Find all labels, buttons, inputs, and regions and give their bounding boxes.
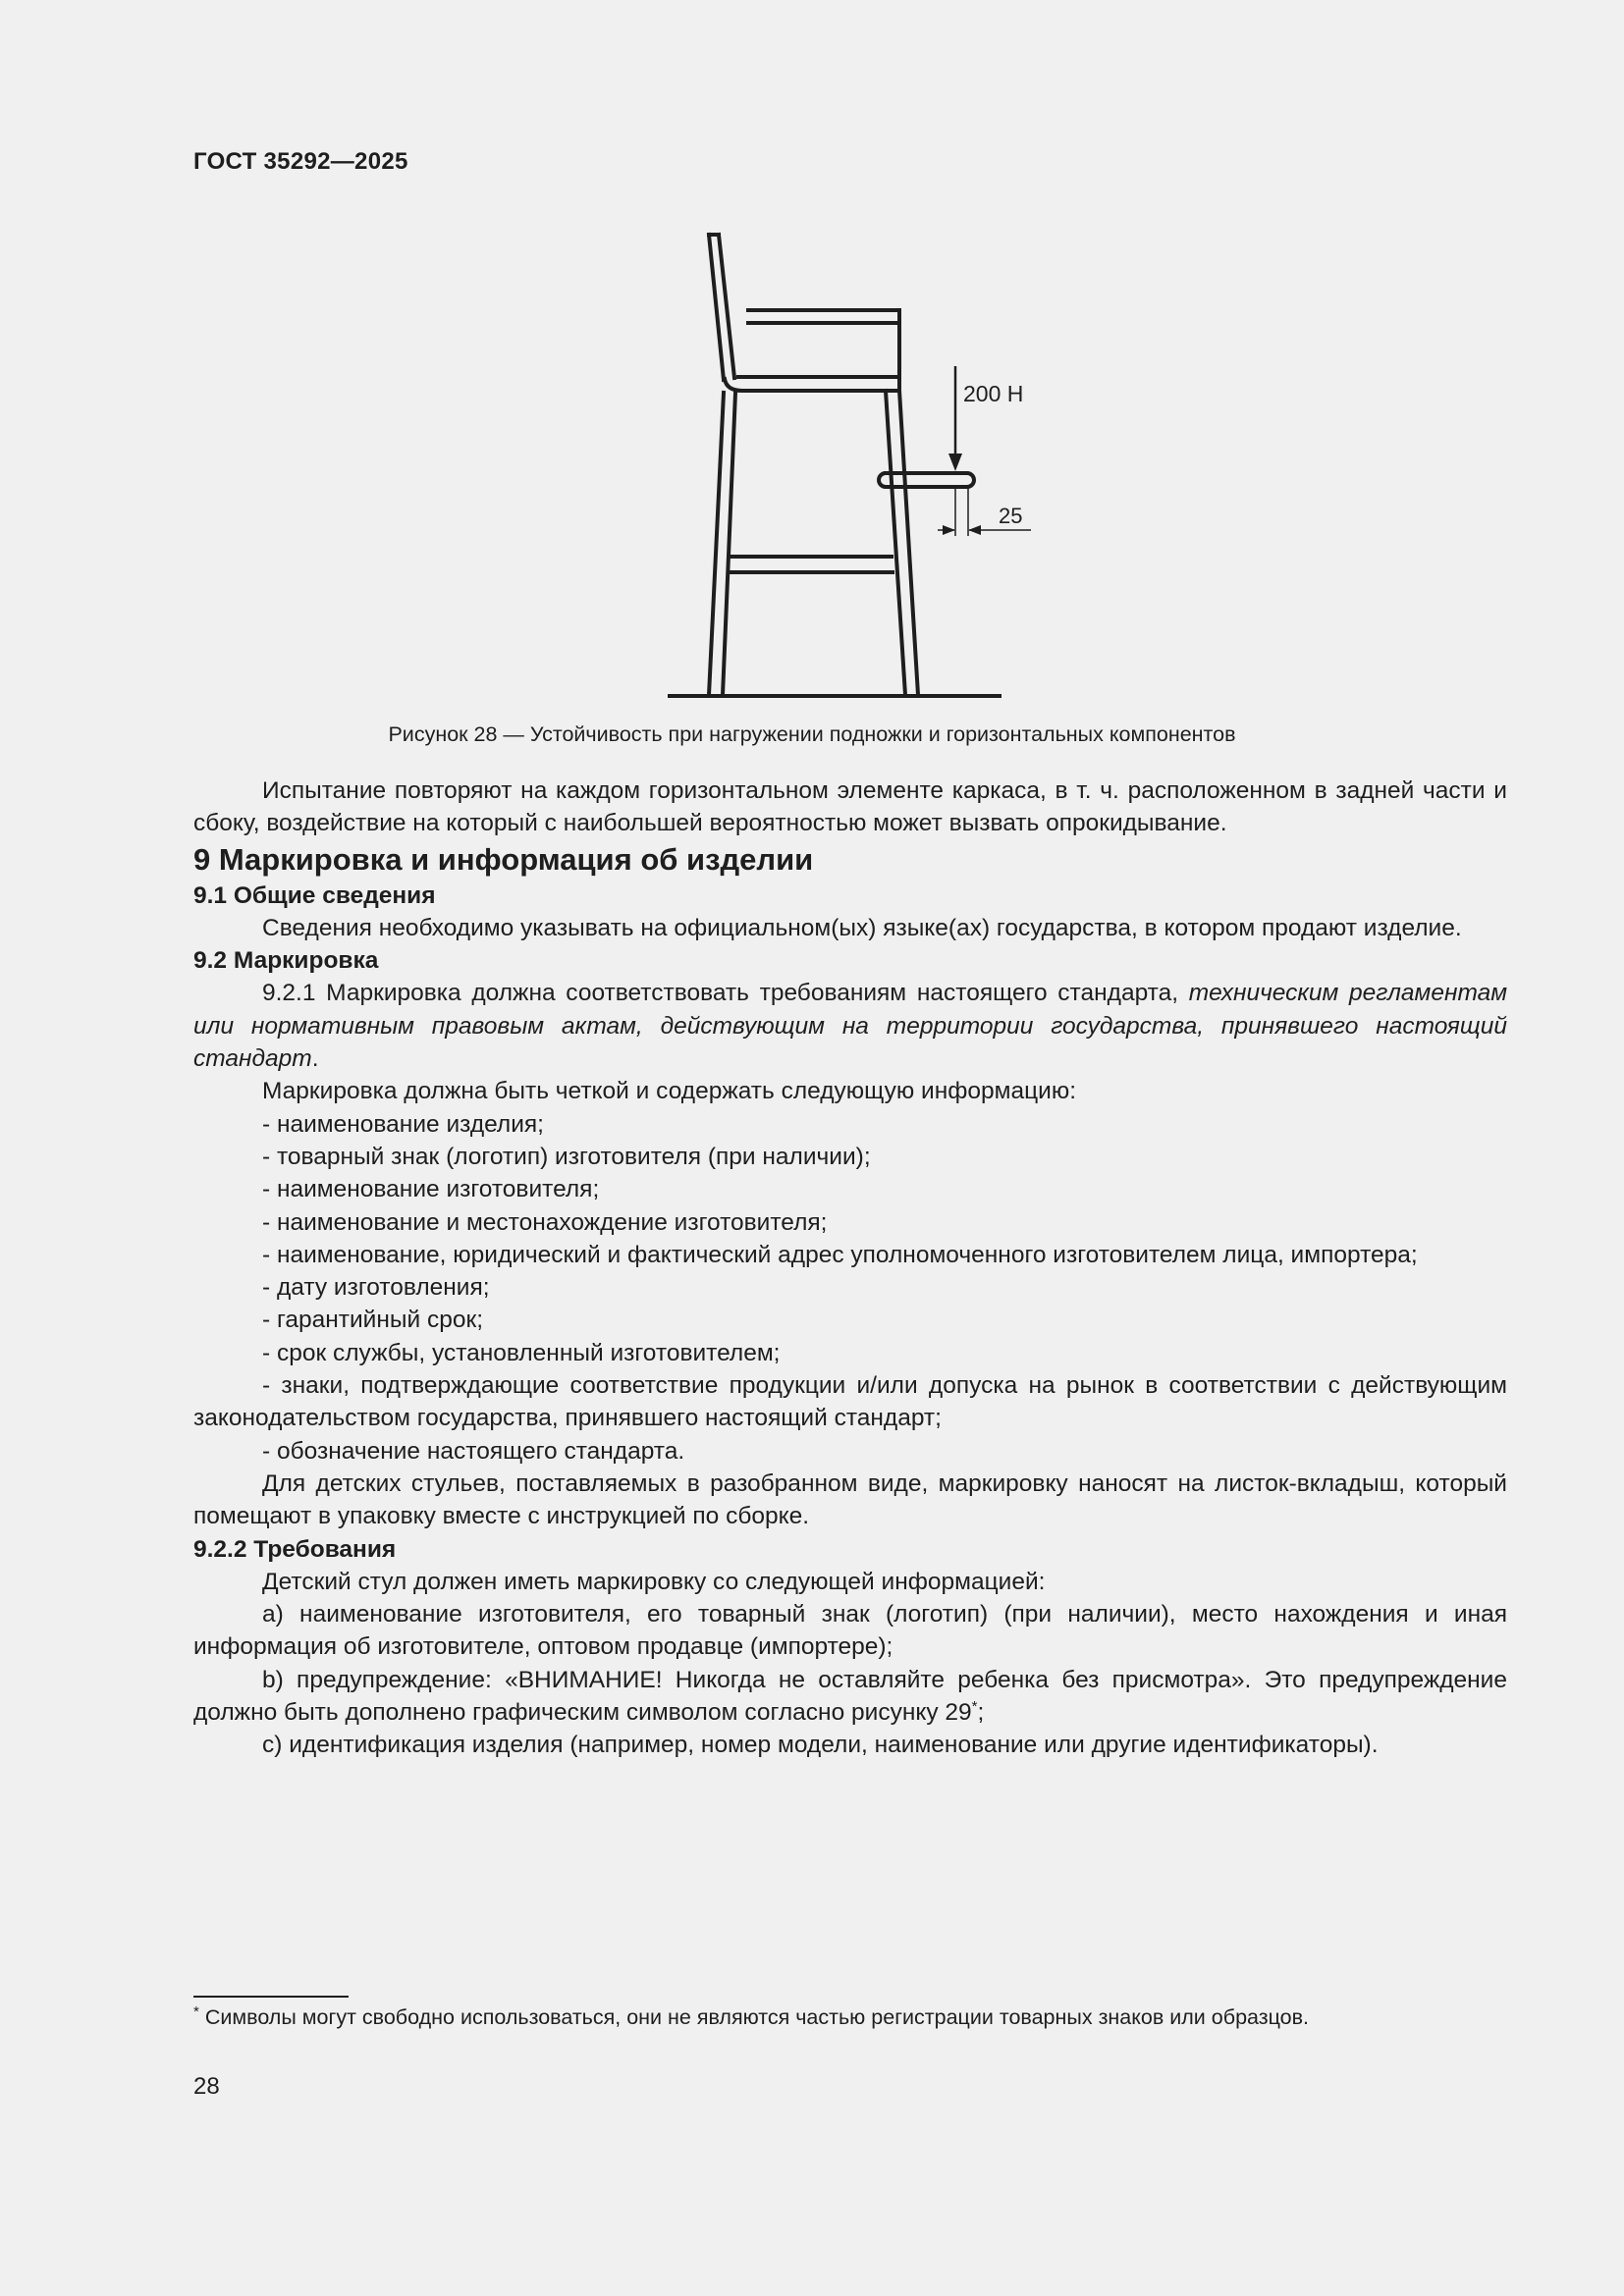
footnote-text: Символы могут свободно использоваться, они не являются частью регистрации товарных знаков или образцов. <box>198 2005 1310 2029</box>
seat-back-curve <box>725 379 742 391</box>
list-item: - дату изготовления; <box>262 1274 490 1302</box>
section-9-heading: 9 Маркировка и информация об изделии <box>193 841 814 877</box>
list-item: - срок службы, установленный изготовителем; <box>262 1339 781 1366</box>
list-item: - наименование изготовителя; <box>262 1176 600 1203</box>
section-9-2-2-intro: Детский стул должен иметь маркировку со следующей информацией: <box>262 1568 1046 1595</box>
rear-leg-outer <box>709 393 724 695</box>
marking-intro: Маркировка должна быть четкой и содержать следующую информацию: <box>262 1078 1077 1105</box>
list-item: - обозначение настоящего стандарта. <box>262 1437 685 1465</box>
force-label: 200 Н <box>963 381 1024 406</box>
dim-arrow-right <box>968 525 981 535</box>
chair-stability-figure <box>638 216 1080 707</box>
footnote-ref: * <box>971 1697 978 1715</box>
s921-end: . <box>311 1045 319 1073</box>
list-item: - наименование изделия; <box>262 1110 544 1138</box>
item-b-end: ; <box>977 1699 985 1727</box>
s921-start: 9.2.1 Маркировка должна соответствовать требованиям настоящего стандарта, <box>262 980 1189 1007</box>
dim-arrow-left <box>943 525 955 535</box>
list-item: - гарантийный срок; <box>262 1307 484 1334</box>
dim-label: 25 <box>999 504 1023 528</box>
footnote-separator <box>193 1996 349 1998</box>
force-arrowhead <box>948 454 962 471</box>
figure-caption: Рисунок 28 — Устойчивость при нагружении подножки и горизонтальных компонентов <box>388 722 1236 746</box>
list-item: - наименование, юридический и фактический адрес уполномоченного изготовителем лица, импортера; <box>262 1241 1418 1268</box>
list-item: - наименование и местонахождение изготовителя; <box>262 1208 828 1236</box>
list-item: - товарный знак (логотип) изготовителя (при наличии); <box>262 1143 871 1170</box>
paragraph-repeat-test: Испытание повторяют на каждом горизонтальном элементе каркаса, в т. ч. расположенном в задней части и сбоку, воздействие на который с наибольшей вероятностью может вызвать опрокидывание. <box>193 777 1507 837</box>
main-text <box>193 774 1507 1762</box>
item-b <box>193 1664 1507 1730</box>
section-9-2-2-heading: 9.2.2 Требования <box>193 1535 397 1563</box>
section-9-1-text: Сведения необходимо указывать на официальном(ых) языке(ах) государства, в котором продают изделие. <box>262 914 1462 941</box>
footnote-mark: * <box>193 2002 199 2020</box>
list-item: - знаки, подтверждающие соответствие продукции и/или допуска на рынок в соответствии с действующим законодательством государства, принявшего настоящий стандарт; <box>193 1372 1507 1432</box>
item-b-text: b) предупреждение: «ВНИМАНИЕ! Никогда не оставляйте ребенка без присмотра». Это предупреждение должно быть дополнено графическим символом согласно рисунку 29 <box>193 1666 1507 1727</box>
s921-italic: техническим регламентам или нормативным правовым актам, действующим на территории государства, принявшего настоящий стандарт <box>193 980 1507 1073</box>
section-9-2-1-text <box>193 977 1507 1075</box>
disassembled-note: Для детских стульев, поставляемых в разобранном виде, маркировку наносят на листок-вкладыш, который помещают в упаковку вместе с инструкцией по сборке. <box>193 1469 1507 1530</box>
document-code-header: ГОСТ 35292—2025 <box>193 148 408 175</box>
page-number: 28 <box>193 2073 220 2100</box>
section-9-1-heading: 9.1 Общие сведения <box>193 881 436 909</box>
rear-leg-inner <box>723 393 735 695</box>
item-c: c) идентификация изделия (например, номер модели, наименование или другие идентификаторы). <box>262 1732 1379 1759</box>
section-9-2-heading: 9.2 Маркировка <box>193 947 379 975</box>
item-a: a) наименование изготовителя, его товарный знак (логотип) (при наличии), место нахождения и иная информация об изготовителе, оптовом продавце (импортере); <box>193 1601 1507 1661</box>
footnote <box>193 2002 1507 2032</box>
